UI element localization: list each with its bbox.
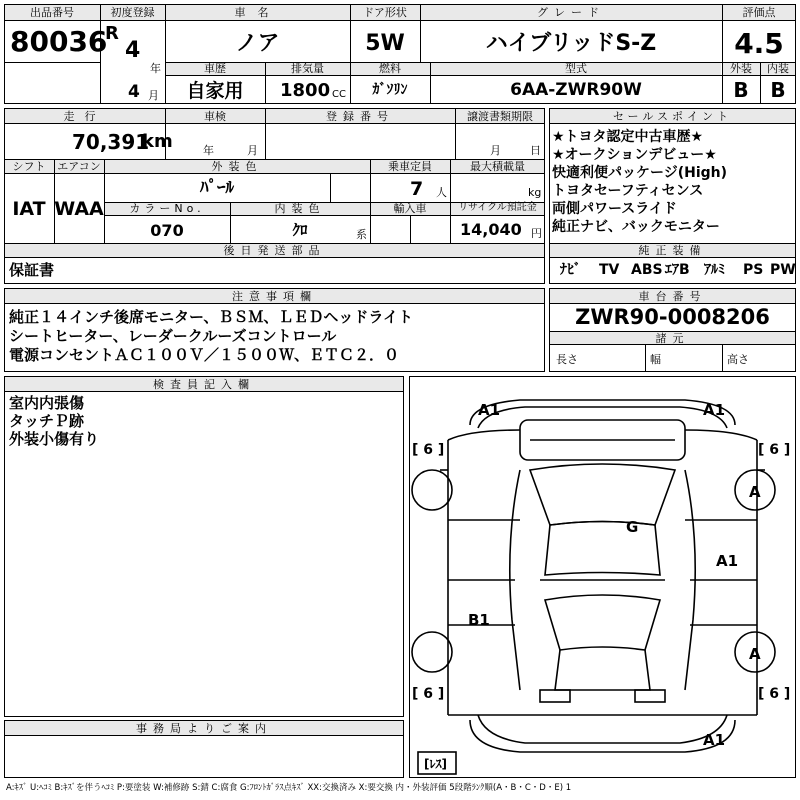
capacity-unit: 人 xyxy=(436,186,447,199)
score-label: 評価点 xyxy=(742,6,776,19)
displacement-unit: CC xyxy=(332,89,346,100)
first-reg-label: 初度登録 xyxy=(110,6,155,19)
transfer-label: 譲渡書類期限 xyxy=(467,110,533,123)
mark-spare: [ﾚｽ] xyxy=(424,757,447,771)
ext-grade: B xyxy=(733,78,749,102)
equipment-airbag: ｴｱB xyxy=(665,262,690,278)
lot-number: 80036 xyxy=(10,25,108,58)
grade: ハイブリッドS-Z xyxy=(485,31,657,56)
equipment-nav: ﾅﾋﾞ xyxy=(560,262,581,278)
mark-r-front: [ 6 ] xyxy=(758,442,791,458)
office-label: 事務局よりご案内 xyxy=(136,722,272,735)
mark-r-rear: [ 6 ] xyxy=(758,686,791,702)
mark-rear-bumper: A1 xyxy=(703,731,726,749)
equipment-tv: TV xyxy=(599,262,620,278)
mark-r-front-wheel: A xyxy=(749,483,761,501)
displacement: 1800 xyxy=(280,80,331,101)
grade-label: グレード xyxy=(537,6,605,19)
inspector-line: 室内内張傷 xyxy=(9,394,85,412)
mileage-unit: km xyxy=(142,131,173,152)
sales-item: トヨタセーフティセンス xyxy=(552,183,704,199)
insp-year-unit: 年 xyxy=(203,144,214,157)
chassis-label: 車台番号 xyxy=(638,290,707,303)
aircon: WAA xyxy=(54,198,104,220)
mark-l-rear-door: B1 xyxy=(468,611,490,629)
era: R xyxy=(105,23,119,44)
int-grade: B xyxy=(770,78,786,102)
equipment-alloy: ｱﾙﾐ xyxy=(704,262,725,278)
width-label: 幅 xyxy=(650,353,661,366)
interior-label: 内装色 xyxy=(274,202,326,215)
model-label: 型式 xyxy=(565,62,587,75)
mark-l-rear: [ 6 ] xyxy=(412,686,445,702)
car-diagram xyxy=(409,376,796,778)
transfer-month-unit: 月 xyxy=(490,144,501,157)
model: 6AA-ZWR90W xyxy=(510,80,642,100)
import-label: 輸入車 xyxy=(393,202,427,215)
mark-fl-corner: A1 xyxy=(478,401,501,419)
equipment-label: 純正装備 xyxy=(638,244,707,257)
capacity: 7 xyxy=(410,178,424,200)
notes-line: 純正１４インチ後席モニター、ＢＳＭ、ＬＥＤヘッドライト xyxy=(9,308,413,326)
interior: ｸﾛ xyxy=(292,221,308,239)
colorno: 070 xyxy=(150,221,184,240)
colorno-label: カラーNo. xyxy=(129,202,205,215)
car-name-label: 車名 xyxy=(234,6,281,19)
reg-month: 4 xyxy=(128,82,140,102)
sales-label: セールスポイント xyxy=(612,110,732,123)
mileage: 70,391 xyxy=(72,130,150,154)
legend: A:ｷｽﾞ U:ﾍｺﾐ B:ｷｽﾞを伴うﾍｺﾐ P:要塗装 W:補修跡 S:錆 C:腐食 G:ﾌﾛﾝﾄｶﾞﾗｽ点ｷｽﾞ XX:交換済み X:要交換 内・外装評価 5段階ﾗﾝｸ順(A・B・C・D・E) 1 xyxy=(6,783,572,793)
recycle-label: リサイクル預託金 xyxy=(458,202,537,213)
car-name: ノア xyxy=(235,31,280,56)
aircon-label: エアコン xyxy=(57,160,101,173)
recycle-unit: 円 xyxy=(531,227,542,240)
height-label: 高さ xyxy=(727,353,749,366)
mark-r-rear-wheel: A xyxy=(749,645,761,663)
sales-item: 両側パワースライド xyxy=(552,201,677,217)
equipment-pw: PW xyxy=(770,262,796,278)
sales-item: 快適利便パッケージ(High) xyxy=(552,165,728,181)
equipment-ps: PS xyxy=(743,262,764,278)
inspector-line: 外装小傷有り xyxy=(9,430,100,448)
capacity-label: 乗車定員 xyxy=(388,160,432,173)
mark-l-front: [ 6 ] xyxy=(412,442,445,458)
sales-item: ★トヨタ認定中古車歴★ xyxy=(552,129,704,145)
notes-label: 注意事項欄 xyxy=(232,290,317,303)
displacement-label: 排気量 xyxy=(291,62,324,75)
length-label: 長さ xyxy=(556,353,578,366)
sales-item: 純正ナビ、バックモニター xyxy=(552,219,720,235)
inspection-label: 車検 xyxy=(204,110,226,123)
equipment-abs: ABS xyxy=(631,262,663,278)
notes-line: シートヒーター、レーダークルーズコントロール xyxy=(9,327,337,345)
int-label: 内装 xyxy=(767,62,789,75)
year-unit: 年 xyxy=(150,62,161,75)
sales-item: ★オークションデビュー★ xyxy=(552,147,717,163)
chassis-number: ZWR90-0008206 xyxy=(575,305,770,329)
shift: IAT xyxy=(12,198,46,220)
mileage-label: 走行 xyxy=(63,110,106,123)
history-label: 車歴 xyxy=(204,62,226,75)
inspector-line: タッチＰ跡 xyxy=(9,412,85,430)
dims-label: 諸元 xyxy=(655,332,690,345)
mark-r-side: A1 xyxy=(716,552,739,570)
interior-unit: 系 xyxy=(356,228,367,241)
reg-year: 4 xyxy=(125,38,141,63)
ext-label: 外装 xyxy=(730,62,752,75)
regno-label: 登録番号 xyxy=(326,110,394,123)
maxload-label: 最大積載量 xyxy=(470,160,525,173)
door-type: 5W xyxy=(365,31,405,56)
notes-line: 電源コンセントＡＣ１００Ｖ／１５００Ｗ、ＥＴＣ２．０ xyxy=(9,346,400,364)
insp-month-unit: 月 xyxy=(247,144,258,157)
mark-roof: G xyxy=(626,518,639,536)
door-label: ドア形状 xyxy=(363,6,407,19)
fuel: ｶﾞｿﾘﾝ xyxy=(372,82,408,98)
fuel-label: 燃料 xyxy=(379,62,401,75)
later-parts-label: 後日発送部品 xyxy=(223,244,326,257)
mark-fr-corner: A1 xyxy=(703,401,726,419)
recycle: 14,040 xyxy=(460,220,522,239)
shift-label: シフト xyxy=(12,160,46,173)
inspector-label: 検査員記入欄 xyxy=(153,378,255,391)
month-unit: 月 xyxy=(148,89,159,102)
maxload-unit: kg xyxy=(528,186,542,199)
transfer-day-unit: 日 xyxy=(530,144,541,157)
lot-label: 出品番号 xyxy=(30,6,74,19)
color-label: 外装色 xyxy=(211,160,263,173)
color: ﾊﾟｰﾙ xyxy=(200,178,234,198)
later-parts: 保証書 xyxy=(9,261,55,279)
history: 自家用 xyxy=(186,80,244,102)
score: 4.5 xyxy=(734,27,784,60)
